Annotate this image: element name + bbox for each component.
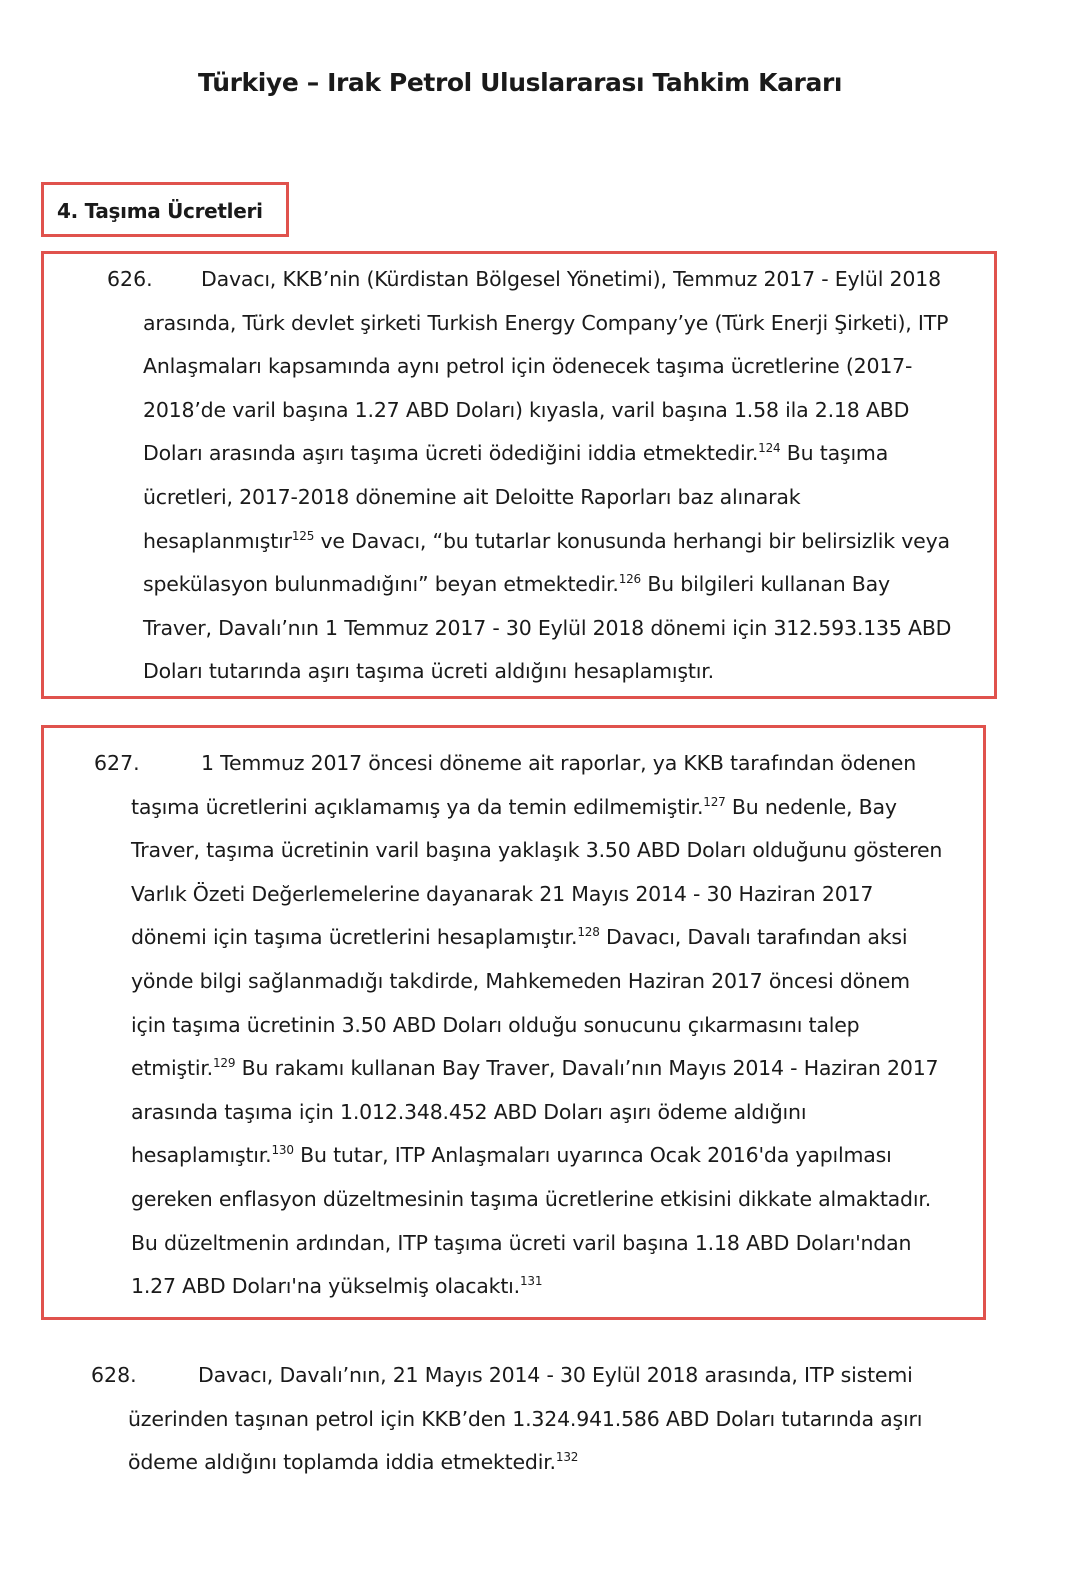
line-text: üzerinden taşınan petrol için KKB’den 1.324.941.586 ABD Doları tutarında aşırı bbox=[128, 1406, 923, 1431]
line-text: etmiştir. bbox=[131, 1056, 213, 1081]
line-text: Traver, taşıma ücretinin varil başına yaklaşık 3.50 ABD Doları olduğunu gösteren bbox=[131, 838, 943, 863]
line-text: hesaplamıştır. bbox=[131, 1143, 272, 1168]
paragraph-line bbox=[131, 1046, 975, 1090]
line-text: Bu düzeltmenin ardından, ITP taşıma ücreti varil başına 1.18 ABD Doları'ndan bbox=[131, 1230, 912, 1255]
paragraph-line bbox=[143, 562, 975, 606]
paragraph-number: 628. bbox=[91, 1363, 137, 1387]
line-text: 2018’de varil başına 1.27 ABD Doları) kıyasla, varil başına 1.58 ila 2.18 ABD bbox=[143, 397, 910, 422]
paragraph-number: 626. bbox=[107, 267, 153, 291]
line-text: Doları arasında aşırı taşıma ücreti ödediğini iddia etmektedir. bbox=[143, 441, 759, 466]
paragraph-line bbox=[131, 1090, 975, 1134]
section-heading-box bbox=[41, 182, 289, 237]
line-text: dönemi için taşıma ücretlerini hesaplamıştır. bbox=[131, 925, 578, 950]
paragraph-line bbox=[143, 431, 975, 475]
paragraph-line bbox=[131, 1177, 975, 1221]
paragraph-line bbox=[201, 257, 975, 301]
footnote-ref: 131 bbox=[519, 1274, 543, 1289]
line-text: ücretleri, 2017-2018 dönemine ait Deloitte Raporları baz alınarak bbox=[143, 485, 801, 509]
paragraph-line bbox=[143, 475, 975, 519]
line-text: hesaplanmıştır bbox=[143, 528, 292, 553]
paragraph-line bbox=[143, 388, 975, 432]
paragraph-line bbox=[131, 959, 975, 1003]
line-text: arasında, Türk devlet şirketi Turkish Energy Company’ye (Türk Enerji Şirketi), ITP bbox=[143, 310, 949, 335]
footnote-ref: 132 bbox=[555, 1450, 579, 1465]
line-text: Traver, Davalı’nın 1 Temmuz 2017 - 30 Eylül 2018 dönemi için 312.593.135 ABD bbox=[143, 615, 952, 640]
line-text: Doları tutarında aşırı taşıma ücreti aldığını hesaplamıştır. bbox=[143, 659, 714, 684]
line-text: gereken enflasyon düzeltmesinin taşıma ücretlerine etkisini dikkate almaktadır. bbox=[131, 1187, 932, 1211]
paragraph-line bbox=[131, 1264, 975, 1308]
paragraph-line bbox=[131, 915, 975, 959]
paragraph-line bbox=[143, 301, 975, 345]
paragraph-line bbox=[143, 606, 975, 650]
paragraph-line bbox=[131, 828, 975, 872]
paragraph-line bbox=[201, 741, 975, 785]
line-text-continued: Bu bilgileri kullanan Bay bbox=[641, 572, 890, 597]
line-text: arasında taşıma için 1.012.348.452 ABD Doları aşırı ödeme aldığını bbox=[131, 1099, 807, 1124]
paragraph-number: 627. bbox=[94, 751, 140, 775]
footnote-ref: 124 bbox=[758, 441, 781, 456]
line-text: spekülasyon bulunmadığını” beyan etmektedir. bbox=[143, 572, 619, 597]
footnote-ref: 125 bbox=[291, 528, 315, 543]
line-text-continued: ve Davacı, “bu tutarlar konusunda herhangi bir belirsizlik veya bbox=[314, 528, 950, 553]
paragraph-line bbox=[198, 1353, 972, 1397]
footnote-ref: 127 bbox=[703, 794, 726, 809]
line-text: Anlaşmaları kapsamında aynı petrol için ödenecek taşıma ücretlerine (2017- bbox=[143, 354, 913, 379]
paragraph-line bbox=[143, 649, 975, 693]
line-text-continued: Bu tutar, ITP Anlaşmaları uyarınca Ocak 2016'da yapılması bbox=[293, 1143, 892, 1168]
line-text: 1.27 ABD Doları'na yükselmiş olacaktı. bbox=[131, 1274, 520, 1299]
paragraph-627-box bbox=[41, 725, 986, 1320]
footnote-ref: 130 bbox=[271, 1143, 294, 1158]
paragraph-line bbox=[128, 1397, 972, 1441]
line-text: taşıma ücretlerini açıklamamış ya da temin edilmemiştir. bbox=[131, 794, 704, 819]
line-text: için taşıma ücretinin 3.50 ABD Doları olduğu sonucunu çıkarmasını talep bbox=[131, 1012, 860, 1037]
document-title: Türkiye – Irak Petrol Uluslararası Tahkim Kararı bbox=[197, 68, 843, 97]
paragraph-line bbox=[143, 344, 975, 388]
paragraph-line bbox=[131, 1133, 975, 1177]
paragraph-line bbox=[131, 1003, 975, 1047]
paragraph-line bbox=[131, 1221, 975, 1265]
paragraph-line bbox=[131, 872, 975, 916]
paragraph-626-box bbox=[41, 251, 997, 699]
line-text: ödeme aldığını toplamda iddia etmektedir. bbox=[128, 1450, 556, 1475]
footnote-ref: 129 bbox=[213, 1056, 236, 1071]
footnote-ref: 126 bbox=[618, 572, 641, 587]
section-heading: 4. Taşıma Ücretleri bbox=[57, 199, 263, 223]
line-text-continued: Davacı, Davalı tarafından aksi bbox=[599, 925, 908, 950]
line-text: Davacı, KKB’nin (Kürdistan Bölgesel Yönetimi), Temmuz 2017 - Eylül 2018 bbox=[201, 267, 941, 291]
paragraph-line bbox=[143, 519, 975, 563]
footnote-ref: 128 bbox=[577, 925, 600, 940]
line-text: 1 Temmuz 2017 öncesi döneme ait raporlar, ya KKB tarafından ödenen bbox=[201, 751, 917, 775]
line-text: Varlık Özeti Değerlemelerine dayanarak 21 Mayıs 2014 - 30 Haziran 2017 bbox=[131, 881, 874, 906]
paragraph-line bbox=[131, 785, 975, 829]
line-text-continued: Bu nedenle, Bay bbox=[725, 794, 897, 819]
line-text: Davacı, Davalı’nın, 21 Mayıs 2014 - 30 Eylül 2018 arasında, ITP sistemi bbox=[198, 1363, 913, 1387]
line-text-continued: Bu rakamı kullanan Bay Traver, Davalı’nın Mayıs 2014 - Haziran 2017 bbox=[235, 1056, 939, 1081]
paragraph-628 bbox=[41, 1353, 986, 1493]
paragraph-line bbox=[128, 1440, 972, 1484]
line-text: yönde bilgi sağlanmadığı takdirde, Mahkemeden Haziran 2017 öncesi dönem bbox=[131, 969, 910, 993]
line-text-continued: Bu taşıma bbox=[780, 441, 889, 466]
